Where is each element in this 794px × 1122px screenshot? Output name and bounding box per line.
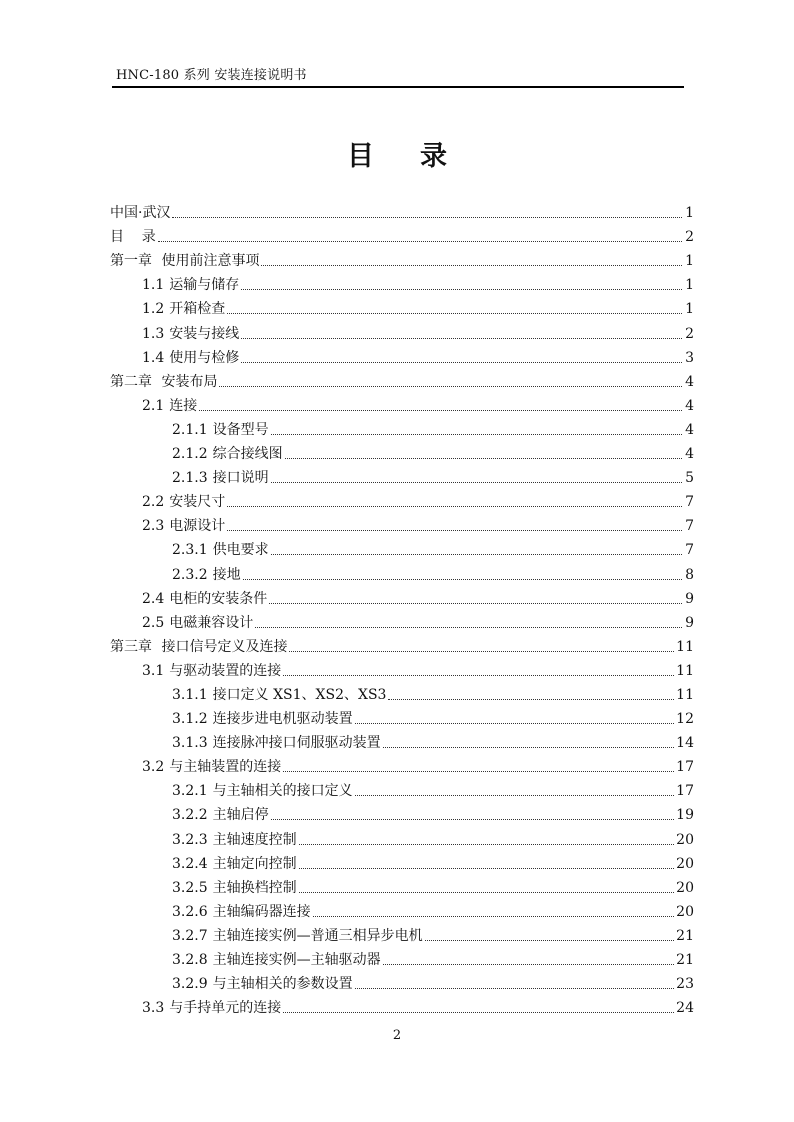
toc-dot-leader [299,892,675,893]
toc-entry-page: 2 [685,229,694,246]
toc-dot-leader [283,1012,674,1013]
toc-dot-leader [299,844,675,845]
toc-dot-leader [172,217,682,218]
toc-dot-leader [227,313,682,314]
toc-entry[interactable] [110,343,694,367]
toc-entry[interactable] [110,632,694,656]
toc-entry-title: 与主轴相关的参数设置 [212,976,353,993]
table-of-contents [110,198,694,1017]
toc-entry-title: 主轴换档控制 [212,879,297,896]
toc-entry[interactable] [110,704,694,728]
toc-dot-leader [313,916,675,917]
toc-entry[interactable] [110,849,694,873]
toc-entry-number: 3.2.6 [172,903,208,920]
toc-dot-leader [227,530,682,531]
toc-entry-page: 20 [676,879,694,896]
toc-dot-leader [271,434,682,435]
toc-entry[interactable] [110,463,694,487]
toc-entry[interactable] [110,897,694,921]
toc-entry-page: 17 [676,759,694,776]
toc-entry-page: 20 [676,831,694,848]
toc-entry-title: 连接脉冲接口伺服驱动装置 [212,735,381,752]
toc-dot-leader [355,723,675,724]
toc-entry[interactable] [110,559,694,583]
toc-dot-leader [355,795,675,796]
toc-entry-page: 1 [685,301,694,318]
toc-entry-title: 接口定义 XS1、XS2、XS3 [212,686,387,703]
toc-entry-title: 主轴连接实例—普通三相异步电机 [212,927,423,944]
toc-dot-leader [355,988,675,989]
toc-entry-number: 3.2 [142,759,165,776]
toc-entry-page: 7 [685,494,694,511]
toc-entry-number: 2.1 [142,397,165,414]
toc-entry-page: 20 [676,855,694,872]
toc-entry-title: 与驱动装置的连接 [169,662,282,679]
toc-entry-number: 3.3 [142,1000,165,1017]
toc-entry-page: 1 [685,277,694,294]
toc-entry[interactable] [110,439,694,463]
toc-entry-title: 开箱检查 [169,301,226,318]
toc-entry-title: 接口说明 [212,470,269,487]
toc-entry-page: 7 [685,518,694,535]
toc-entry[interactable] [110,270,694,294]
toc-entry-number: 3.2.9 [172,976,208,993]
toc-entry-number: 1.2 [142,301,165,318]
toc-entry[interactable] [110,608,694,632]
toc-entry-title: 连接步进电机驱动装置 [212,711,353,728]
toc-dot-leader [255,627,682,628]
toc-entry-number: 3.1 [142,662,165,679]
toc-entry-number: 3.2.2 [172,807,208,824]
toc-dot-leader [269,603,682,604]
toc-entry-title: 设备型号 [212,421,269,438]
toc-entry-page: 11 [676,662,694,679]
toc-entry-number: 第二章 [110,373,152,390]
toc-entry-title: 接地 [212,566,241,583]
toc-dot-leader [285,458,682,459]
toc-entry-title: 安装尺寸 [169,494,226,511]
toc-entry[interactable] [110,246,694,270]
toc-entry-number: 1.3 [142,325,165,342]
toc-entry-number: 2.2 [142,494,165,511]
toc-entry-title: 供电要求 [212,542,269,559]
toc-entry[interactable] [110,367,694,391]
toc-entry[interactable] [110,487,694,511]
toc-entry-number: 3.2.4 [172,855,208,872]
toc-entry-page: 9 [685,614,694,631]
toc-entry[interactable] [110,535,694,559]
toc-dot-leader [227,506,682,507]
toc-entry[interactable] [110,969,694,993]
page-number: 2 [392,1028,402,1043]
toc-entry[interactable] [110,656,694,680]
toc-entry-title: 安装与接线 [169,325,240,342]
toc-dot-leader [283,675,674,676]
toc-entry-number: 2.3.2 [172,566,208,583]
toc-entry-title: 主轴编码器连接 [212,903,311,920]
toc-entry-number: 3.2.1 [172,783,208,800]
toc-dot-leader [271,554,682,555]
toc-entry-number: 3.2.5 [172,879,208,896]
toc-entry[interactable] [110,993,694,1017]
toc-entry[interactable] [110,584,694,608]
toc-entry-number: 第三章 [110,638,152,655]
toc-entry-title: 综合接线图 [212,446,283,463]
toc-entry-number: 第一章 [110,253,152,270]
toc-entry-title: 运输与储存 [169,277,240,294]
toc-entry-number: 2.1.1 [172,421,208,438]
toc-entry-page: 23 [676,976,694,993]
toc-entry-number: 3.1.3 [172,735,208,752]
toc-entry[interactable] [110,728,694,752]
toc-entry-number: 2.5 [142,614,165,631]
toc-entry-page: 19 [676,807,694,824]
toc-dot-leader [241,362,682,363]
toc-entry-number: 3.2.3 [172,831,208,848]
toc-entry-title: 与主轴相关的接口定义 [212,783,353,800]
toc-entry[interactable] [110,415,694,439]
toc-entry[interactable] [110,824,694,848]
toc-entry-title: 中国·武汉 [110,205,171,222]
toc-entry-page: 20 [676,903,694,920]
toc-entry-title: 安装布局 [157,373,218,390]
toc-entry-title: 接口信号定义及连接 [157,638,288,655]
toc-dot-leader [219,386,682,387]
toc-entry[interactable] [110,945,694,969]
running-header: HNC-180 系列 安装连接说明书 [116,68,307,83]
toc-dot-leader [243,579,682,580]
toc-entry[interactable] [110,752,694,776]
toc-entry-title: 与手持单元的连接 [169,1000,282,1017]
toc-heading: 目录 [347,141,493,172]
toc-entry-page: 21 [676,927,694,944]
toc-entry-number: 2.1.2 [172,446,208,463]
toc-entry-title: 与主轴装置的连接 [169,759,282,776]
toc-entry-page: 1 [685,253,694,270]
toc-dot-leader [271,819,675,820]
toc-entry-page: 21 [676,952,694,968]
toc-entry-title: 电磁兼容设计 [169,614,254,631]
toc-entry-page: 12 [676,711,694,728]
toc-entry[interactable] [110,776,694,800]
toc-entry-page: 5 [685,470,694,487]
toc-entry-page: 24 [676,1000,694,1017]
toc-entry[interactable] [110,511,694,535]
toc-entry[interactable] [110,318,694,342]
toc-entry-number: 2.1.3 [172,470,208,487]
toc-entry[interactable] [110,222,694,246]
toc-entry-number: 3.2.8 [172,952,208,968]
toc-entry-page: 2 [685,325,694,342]
toc-entry[interactable] [110,391,694,415]
toc-entry-number: 3.2.7 [172,927,208,944]
toc-entry-title: 电柜的安装条件 [169,590,268,607]
toc-entry-page: 3 [685,349,694,366]
toc-entry-page: 7 [685,542,694,559]
toc-dot-leader [383,747,675,748]
toc-dot-leader [283,771,674,772]
toc-dot-leader [299,868,675,869]
toc-dot-leader [241,338,682,339]
toc-entry-number: 3.1.1 [172,686,208,703]
toc-entry-number: 2.4 [142,590,165,607]
toc-entry-page: 11 [676,686,694,703]
toc-entry-page: 1 [685,205,694,222]
toc-entry-title: 主轴速度控制 [212,831,297,848]
toc-entry-page: 4 [685,373,694,390]
toc-entry-number: 2.3 [142,518,165,535]
toc-entry-title: 使用与检修 [169,349,240,366]
toc-entry-title: 主轴启停 [212,807,269,824]
toc-entry[interactable] [110,800,694,824]
toc-entry-page: 17 [676,783,694,800]
toc-entry-number: 2.3.1 [172,542,208,559]
toc-entry-title: 目 录 [110,229,156,246]
toc-entry[interactable] [110,198,694,222]
toc-entry-title: 主轴连接实例—主轴驱动器 [212,952,381,968]
toc-dot-leader [388,699,674,700]
toc-entry-page: 4 [685,397,694,414]
toc-dot-leader [261,265,682,266]
toc-entry[interactable] [110,294,694,318]
toc-entry[interactable] [110,873,694,897]
toc-dot-leader [271,482,682,483]
toc-entry-number: 1.1 [142,277,165,294]
toc-entry-page: 8 [685,566,694,583]
toc-entry-title: 使用前注意事项 [157,253,260,270]
toc-dot-leader [158,241,682,242]
toc-entry-number: 3.1.2 [172,711,208,728]
toc-dot-leader [289,651,674,652]
toc-entry[interactable] [110,921,694,945]
toc-entry-page: 14 [676,735,694,752]
toc-entry-page: 4 [685,446,694,463]
toc-dot-leader [383,964,675,965]
toc-dot-leader [199,410,682,411]
toc-dot-leader [241,289,682,290]
toc-entry-page: 11 [676,638,694,655]
toc-entry-title: 主轴定向控制 [212,855,297,872]
toc-dot-leader [425,940,675,941]
toc-entry-page: 4 [685,421,694,438]
toc-entry-title: 电源设计 [169,518,226,535]
toc-entry[interactable] [110,680,694,704]
toc-entry-number: 1.4 [142,349,165,366]
header-rule [112,86,684,88]
toc-entry-title: 连接 [169,397,198,414]
toc-entry-page: 9 [685,590,694,607]
